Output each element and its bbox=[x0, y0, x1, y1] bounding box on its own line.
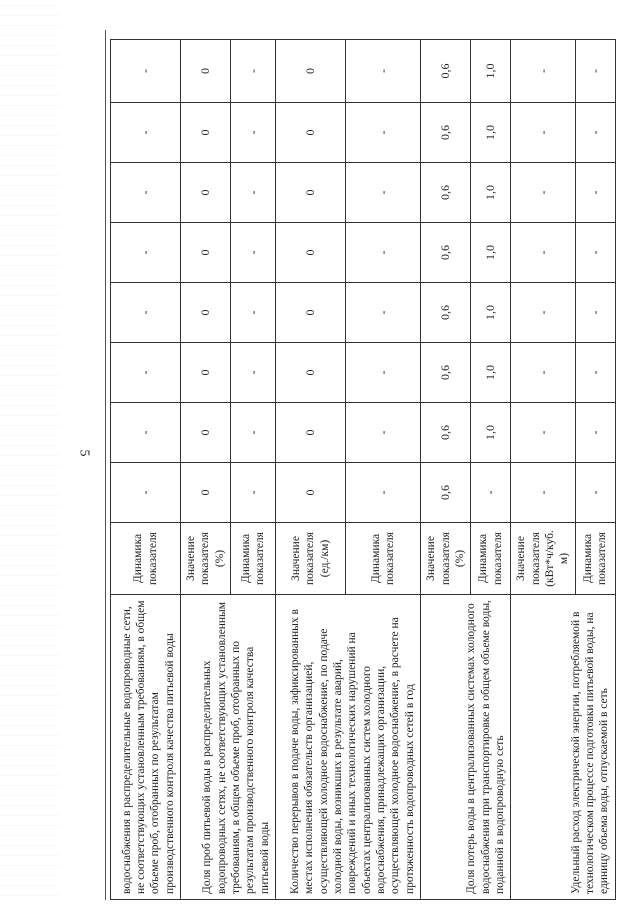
indicator-value-cell: 0,6 bbox=[421, 463, 471, 523]
indicator-label: Динамика показателя bbox=[471, 523, 511, 595]
indicator-value-cell: 0 bbox=[276, 403, 346, 463]
indicator-value-cell: 0 bbox=[276, 463, 346, 523]
indicator-label: Динамика показателя bbox=[231, 523, 276, 595]
indicator-value-cell: 1,0 bbox=[471, 403, 511, 463]
indicator-value-cell: - bbox=[575, 283, 615, 343]
indicator-value-cell: - bbox=[231, 163, 276, 223]
indicator-value-cell: - bbox=[346, 223, 421, 283]
indicator-value-cell: 0 bbox=[181, 163, 231, 223]
indicator-value-cell: - bbox=[111, 40, 181, 103]
indicator-value-cell: - bbox=[231, 403, 276, 463]
indicator-description: Удельный расход электрической энергии, потребляемой в технологическом процессе подготовки питьевой воды, на единицу объема воды, отпускаемой в сеть bbox=[511, 595, 616, 900]
indicator-description: Количество перерывов в подаче воды, зафиксированных в местах исполнения обязательств организацией, осуществляющей холодное водоснабжение, по подаче холодной воды, возникших в результате аварий, повреждений и иных технологических нарушений на объектах централизованных систем холодного водоснабжения, принадлежащих организации, осуществляющей холодное водоснабжение, в расчете на протяженность водопроводных сетей в год bbox=[276, 595, 421, 900]
indicator-value-cell: - bbox=[511, 40, 576, 103]
indicator-value-cell: 1,0 bbox=[471, 343, 511, 403]
page-number: 5 bbox=[76, 449, 92, 457]
indicator-value-cell: - bbox=[511, 223, 576, 283]
indicator-value-cell: 0 bbox=[181, 403, 231, 463]
indicator-value-cell: - bbox=[111, 163, 181, 223]
indicator-value-cell: - bbox=[346, 343, 421, 403]
indicator-value-cell: - bbox=[575, 223, 615, 283]
indicator-value-cell: - bbox=[346, 40, 421, 103]
frame-line bbox=[105, 30, 106, 900]
indicator-value-cell: - bbox=[575, 40, 615, 103]
indicator-value-cell: 0 bbox=[181, 223, 231, 283]
indicator-value-cell: - bbox=[511, 163, 576, 223]
indicator-value-cell: - bbox=[575, 163, 615, 223]
indicator-label: Значение показателя (кВт*ч/куб. м) bbox=[511, 523, 576, 595]
indicator-value-cell: - bbox=[575, 403, 615, 463]
indicator-value-cell: 0 bbox=[181, 40, 231, 103]
indicator-value-cell: 0 bbox=[276, 223, 346, 283]
indicator-value-cell: - bbox=[346, 403, 421, 463]
indicator-label: Динамика показателя bbox=[111, 523, 181, 595]
indicator-value-cell: - bbox=[231, 40, 276, 103]
indicator-value-cell: 0 bbox=[276, 163, 346, 223]
indicator-value-cell: 0 bbox=[181, 103, 231, 163]
indicator-value-cell: 0 bbox=[181, 283, 231, 343]
indicator-value-cell: - bbox=[511, 283, 576, 343]
indicator-description: Доля проб питьевой воды в распределительных водопроводных сетях, не соответствующих установленным требованиям, в общем объеме проб, отобранных по результатам производственного контроля качества питьевой воды bbox=[181, 595, 276, 900]
indicator-value-cell: 0,6 bbox=[421, 40, 471, 103]
indicator-value-cell: 0 bbox=[276, 103, 346, 163]
indicator-value-cell: - bbox=[111, 463, 181, 523]
indicator-value-cell: - bbox=[575, 463, 615, 523]
indicator-value-cell: 0,6 bbox=[421, 103, 471, 163]
indicator-value-cell: 1,0 bbox=[471, 283, 511, 343]
indicator-value-cell: - bbox=[231, 343, 276, 403]
table-row bbox=[111, 40, 181, 900]
indicator-value-cell: - bbox=[511, 343, 576, 403]
indicator-value-cell: - bbox=[231, 283, 276, 343]
indicator-description: водоснабжения в распределительные водопроводные сети, не соответствующих установленным требованиям, в общем объеме проб, отобранных по результатам производственного контроля качества питьевой воды bbox=[111, 595, 181, 900]
indicator-value-cell: 0,6 bbox=[421, 403, 471, 463]
indicator-value-cell: 0 bbox=[181, 463, 231, 523]
indicator-label: Значение показателя (ед./км) bbox=[276, 523, 346, 595]
indicator-value-cell: 0 bbox=[181, 343, 231, 403]
indicator-value-cell: - bbox=[511, 463, 576, 523]
indicator-value-cell: 0,6 bbox=[421, 283, 471, 343]
indicator-value-cell: 0,6 bbox=[421, 343, 471, 403]
indicator-value-cell: 0,6 bbox=[421, 163, 471, 223]
indicator-value-cell: - bbox=[111, 343, 181, 403]
indicator-value-cell: - bbox=[111, 403, 181, 463]
indicators-table bbox=[110, 39, 616, 900]
indicator-value-cell: 1,0 bbox=[471, 40, 511, 103]
table-row bbox=[181, 40, 231, 900]
indicator-value-cell: - bbox=[231, 223, 276, 283]
indicator-value-cell: 0 bbox=[276, 40, 346, 103]
table-row bbox=[511, 40, 576, 900]
indicator-value-cell: - bbox=[575, 343, 615, 403]
indicator-value-cell: - bbox=[231, 103, 276, 163]
indicator-value-cell: - bbox=[511, 103, 576, 163]
indicator-value-cell: - bbox=[346, 163, 421, 223]
indicator-value-cell: - bbox=[471, 463, 511, 523]
indicator-value-cell: 1,0 bbox=[471, 103, 511, 163]
indicator-value-cell: 1,0 bbox=[471, 163, 511, 223]
indicator-value-cell: 0 bbox=[276, 283, 346, 343]
indicator-label: Значение показателя (%) bbox=[421, 523, 471, 595]
table-row bbox=[276, 40, 346, 900]
indicator-value-cell: 0,6 bbox=[421, 223, 471, 283]
indicator-value-cell: - bbox=[575, 103, 615, 163]
scan-margin bbox=[0, 0, 60, 905]
indicator-value-cell: - bbox=[511, 403, 576, 463]
indicator-description: Доля потерь воды в централизованных системах холодного водоснабжения при транспортировке в общем объеме воды, поданной в водопроводную сеть bbox=[421, 595, 511, 900]
rotated-page bbox=[110, 40, 611, 900]
indicator-value-cell: 0 bbox=[276, 343, 346, 403]
indicator-value-cell: - bbox=[111, 223, 181, 283]
indicator-value-cell: - bbox=[346, 463, 421, 523]
indicator-value-cell: - bbox=[231, 463, 276, 523]
indicators-table-wrapper bbox=[110, 40, 611, 900]
table-row bbox=[421, 40, 471, 900]
indicator-value-cell: - bbox=[111, 103, 181, 163]
indicator-label: Динамика показателя bbox=[575, 523, 615, 595]
indicator-value-cell: - bbox=[346, 103, 421, 163]
indicator-label: Динамика показателя bbox=[346, 523, 421, 595]
indicator-value-cell: 1,0 bbox=[471, 223, 511, 283]
indicator-value-cell: - bbox=[346, 283, 421, 343]
indicator-value-cell: - bbox=[111, 283, 181, 343]
indicator-label: Значение показателя (%) bbox=[181, 523, 231, 595]
